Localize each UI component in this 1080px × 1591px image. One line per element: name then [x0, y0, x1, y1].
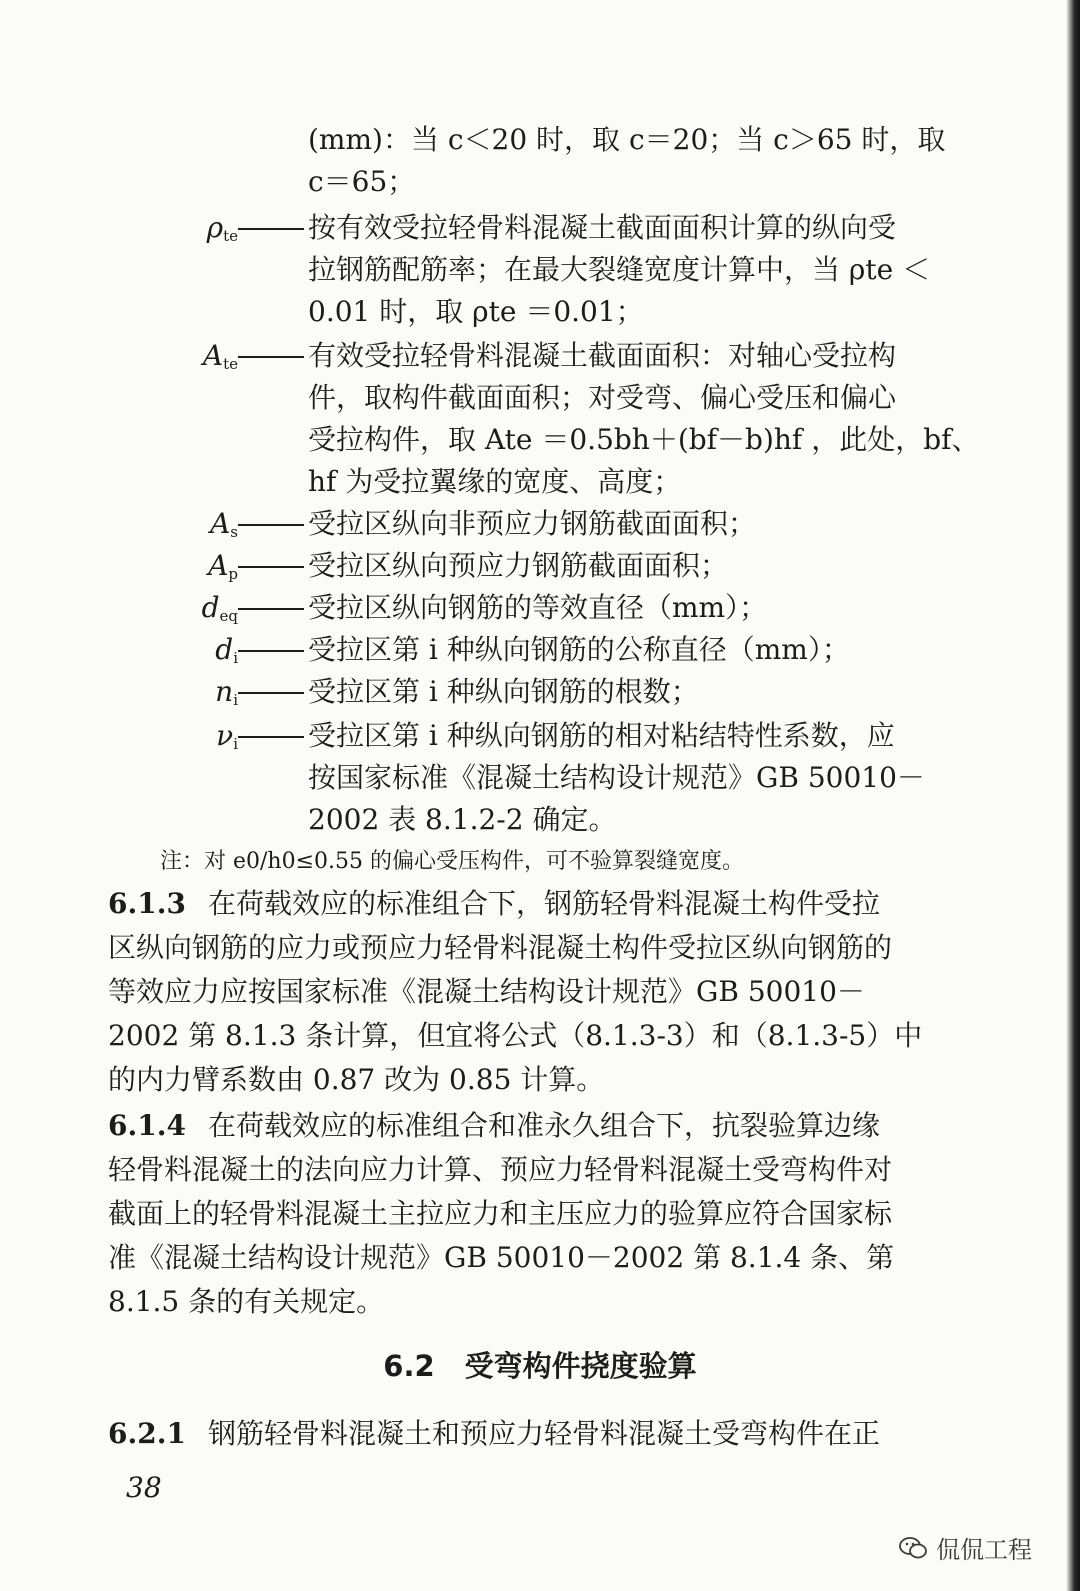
definition-dash: [238, 524, 304, 526]
definition-line: 件，取构件截面面积；对受弯、偏心受压和偏心: [308, 381, 897, 414]
clause-text: 截面上的轻骨料混凝土主拉应力和主压应力的验算应符合国家标: [108, 1197, 893, 1230]
symbol-a-s: $A_s$: [210, 507, 238, 541]
symbol-nu-i: $\nu_i$: [216, 719, 238, 753]
clause-text: 钢筋轻骨料混凝土和预应力轻骨料混凝土受弯构件在正: [207, 1417, 880, 1450]
clause-text: 的内力臂系数由 0.87 改为 0.85 计算。: [108, 1063, 605, 1096]
definition-line: hf 为受拉翼缘的宽度、高度；: [308, 465, 682, 498]
definition-line: 受拉区第 i 种纵向钢筋的根数；: [308, 675, 699, 708]
watermark: [898, 1530, 1032, 1565]
clause-number: 6.2.1: [108, 1417, 186, 1450]
clause-6-1-4-line-1: [108, 1106, 880, 1146]
definition-dash: [238, 356, 304, 358]
definition-line: 0.01 时，取 ρte ＝0.01；: [308, 295, 644, 328]
definition-dash: [238, 566, 304, 568]
section-heading: [0, 1346, 1080, 1386]
definition-line: 2002 表 8.1.2-2 确定。: [308, 803, 617, 836]
definition-line: 有效受拉轻骨料混凝土截面面积：对轴心受拉构: [308, 339, 897, 372]
wechat-icon: [898, 1536, 928, 1560]
definition-line: 受拉构件，取 Ate ＝0.5bh＋(bf－b)hf ，此处，bf、: [308, 423, 980, 456]
definition-dash: [238, 228, 304, 230]
clause-number: 6.1.3: [108, 887, 186, 920]
symbol-a-p: $A_p$: [208, 549, 238, 583]
section-title: 受弯构件挠度验算: [464, 1349, 697, 1383]
symbol-rho-te: $\rho_{te}$: [206, 211, 238, 245]
clause-text: 2002 第 8.1.3 条计算，但宜将公式（8.1.3-3）和（8.1.3-5）中: [108, 1019, 923, 1052]
clause-number: 6.1.4: [108, 1109, 186, 1142]
definition-line: 按国家标准《混凝土结构设计规范》GB 50010－: [308, 761, 925, 794]
definition-line: 受拉区第 i 种纵向钢筋的相对粘结特性系数，应: [308, 719, 895, 752]
definition-dash: [238, 650, 304, 652]
definition-dash: [238, 692, 304, 694]
definition-line: 受拉区纵向钢筋的等效直径（mm）；: [308, 591, 768, 624]
symbol-d-eq: $d_{eq}$: [201, 591, 238, 625]
clause-text: 等效应力应按国家标准《混凝土结构设计规范》GB 50010－: [108, 975, 865, 1008]
clause-6-2-1-line-1: [108, 1414, 880, 1454]
clause-6-1-3-line-1: [108, 884, 880, 924]
note-text: 注：对 e0/h0≤0.55 的偏心受压构件，可不验算裂缝宽度。: [160, 849, 745, 874]
watermark-text: 侃侃工程: [936, 1536, 1032, 1564]
continuation-line-2: c＝65；: [308, 165, 416, 198]
definition-line: 受拉区纵向预应力钢筋截面面积；: [308, 549, 729, 582]
section-number: 6.2: [383, 1349, 435, 1383]
definition-line: 拉钢筋配筋率；在最大裂缝宽度计算中，当 ρte ＜: [308, 253, 931, 286]
definition-dash: [238, 736, 304, 738]
continuation-line-1: (mm)：当 c＜20 时，取 c＝20；当 c＞65 时，取: [308, 123, 946, 156]
clause-text: 在荷载效应的标准组合下，钢筋轻骨料混凝土构件受拉: [207, 887, 880, 920]
clause-text: 在荷载效应的标准组合和准永久组合下，抗裂验算边缘: [207, 1109, 880, 1142]
definition-dash: [238, 608, 304, 610]
clause-text: 轻骨料混凝土的法向应力计算、预应力轻骨料混凝土受弯构件对: [108, 1153, 893, 1186]
definition-line: 受拉区纵向非预应力钢筋截面面积；: [308, 507, 757, 540]
clause-text: 区纵向钢筋的应力或预应力轻骨料混凝土构件受拉区纵向钢筋的: [108, 931, 893, 964]
symbol-a-te: $A_{te}$: [202, 339, 238, 373]
definition-line: 按有效受拉轻骨料混凝土截面面积计算的纵向受: [308, 211, 897, 244]
page-number: 38: [126, 1471, 162, 1504]
clause-text: 8.1.5 条的有关规定。: [108, 1285, 385, 1318]
definition-line: 受拉区第 i 种纵向钢筋的公称直径（mm）；: [308, 633, 850, 666]
symbol-d-i: $d_i$: [215, 633, 238, 667]
symbol-n-i: $n_i$: [215, 675, 238, 709]
clause-text: 准《混凝土结构设计规范》GB 50010－2002 第 8.1.4 条、第: [108, 1241, 895, 1274]
